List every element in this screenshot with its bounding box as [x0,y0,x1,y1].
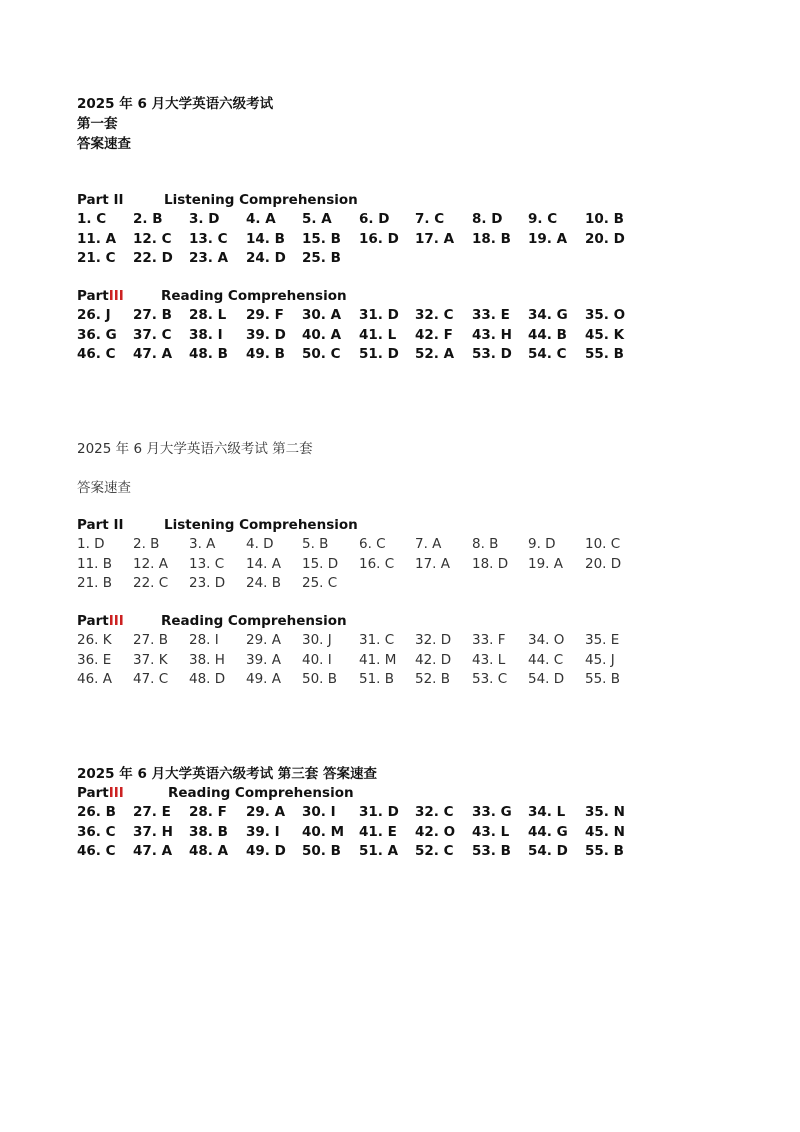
answer-cell: 31. D [359,804,399,820]
answer-cell: 26. J [77,307,111,323]
answer-cell: 45. N [585,823,625,840]
answer-cell: 46. C [77,843,116,859]
answer-cell: 2. B [133,211,163,227]
answer-cell: 40. A [302,326,342,343]
answer-cell: 14. A [246,555,281,572]
answer-cell: 44. G [528,823,568,840]
part-roman: III [108,785,124,801]
set2-listening-heading [77,515,358,535]
answer-cell: 16. C [359,555,395,572]
answer-cell: 34. L [528,804,566,820]
answer-cell: 37. K [133,651,168,668]
answer-cell: 53. B [472,843,511,859]
answer-cell: 27. B [133,307,172,323]
answer-cell: 49. D [246,843,286,859]
answer-cell: 17. A [415,230,455,247]
answer-cell: 46. A [77,671,112,687]
answer-cell: 29. A [246,632,281,648]
answer-cell: 38. H [189,651,225,668]
answer-cell: 15. B [302,230,341,247]
answer-cell: 52. B [415,671,451,687]
answer-cell: 11. B [77,555,113,572]
answer-cell: 33. G [472,804,512,820]
answer-cell: 4. D [246,536,274,552]
answer-cell: 23. D [189,575,226,591]
answer-cell: 45. K [585,326,625,343]
answer-cell: 3. D [189,211,220,227]
answer-cell: 19. A [528,230,568,247]
answer-cell: 32. C [415,804,454,820]
answer-cell: 41. L [359,326,397,343]
answer-cell: 55. B [585,346,624,362]
set2-subtitle: 答案速查 [77,480,131,496]
answer-cell: 1. D [77,536,105,552]
answer-cell: 36. C [77,823,116,840]
answer-cell: 4. A [246,211,276,227]
section-name: Reading Comprehension [161,288,347,304]
answer-cell: 10. C [585,536,621,552]
answer-cell: 19. A [528,555,563,572]
answer-cell: 12. C [133,230,172,247]
answer-cell: 22. D [133,250,173,266]
answer-cell: 24. D [246,250,286,266]
answer-cell: 39. D [246,326,286,343]
answer-cell: 18. D [472,555,509,572]
answer-cell: 6. D [359,211,390,227]
answer-cell: 9. D [528,536,556,552]
answer-cell: 49. B [246,346,285,362]
answer-cell: 53. D [472,346,512,362]
answer-cell: 24. B [246,575,282,591]
answer-cell: 7. A [415,536,442,552]
part-label: Part [77,785,109,801]
set2-reading-heading [77,611,347,631]
part-roman: III [108,288,124,304]
answer-cell: 39. A [246,651,281,668]
part-label: Part [77,288,109,304]
answer-cell: 18. B [472,230,511,247]
answer-cell: 29. A [246,804,286,820]
part-label: Part II [77,192,124,208]
answer-cell: 33. F [472,632,506,648]
answer-cell: 31. D [359,307,399,323]
answer-cell: 54. D [528,843,568,859]
answer-cell: 21. C [77,250,116,266]
answer-cell: 11. A [77,230,117,247]
answer-cell: 34. O [528,632,565,648]
answer-cell: 22. C [133,575,169,591]
answer-cell: 17. A [415,555,450,572]
answer-cell: 49. A [246,671,281,687]
answer-cell: 33. E [472,307,510,323]
answer-cell: 15. D [302,555,339,572]
answer-cell: 30. A [302,307,342,323]
answer-cell: 2. B [133,536,160,552]
set1-listening-heading [77,190,358,210]
answer-cell: 31. C [359,632,395,648]
answer-cell: 35. O [585,307,626,323]
answer-cell: 43. L [472,651,506,668]
answer-cell: 28. L [189,307,227,323]
answer-cell: 42. O [415,823,456,840]
answer-cell: 50. B [302,671,338,687]
answer-cell: 32. D [415,632,452,648]
answer-cell: 50. C [302,346,341,362]
answer-cell: 16. D [359,230,399,247]
answer-cell: 50. B [302,843,341,859]
answer-cell: 37. C [133,326,172,343]
answer-cell: 42. F [415,326,453,343]
answer-cell: 5. B [302,536,329,552]
set2-title: 2025 年 6 月大学英语六级考试 第二套 [77,441,313,457]
answer-cell: 46. C [77,346,116,362]
section-name: Listening Comprehension [164,192,358,208]
answer-cell: 38. B [189,823,228,840]
answer-cell: 23. A [189,250,229,266]
answer-cell: 51. A [359,843,399,859]
answer-cell: 40. M [302,823,345,840]
section-name: Reading Comprehension [161,613,347,629]
answer-cell: 26. K [77,632,112,648]
answer-cell: 32. C [415,307,454,323]
answer-cell: 55. B [585,843,624,859]
part-label: Part II [77,517,124,533]
answer-cell: 3. A [189,536,216,552]
answer-cell: 36. E [77,651,112,668]
answer-cell: 6. C [359,536,386,552]
answer-cell: 51. D [359,346,399,362]
answer-cell: 47. C [133,671,169,687]
section-name: Listening Comprehension [164,517,358,533]
answer-cell: 43. L [472,823,510,840]
answer-cell: 54. D [528,671,565,687]
answer-cell: 37. H [133,823,173,840]
answer-cell: 30. J [302,632,332,648]
set1-subtitle2: 答案速查 [77,136,131,152]
answer-cell: 20. D [585,555,622,572]
answer-cell: 8. D [472,211,503,227]
answer-cell: 21. B [77,575,113,591]
answer-cell: 48. D [189,671,226,687]
answer-cell: 26. B [77,804,116,820]
answer-cell: 48. B [189,346,228,362]
answer-cell: 13. C [189,555,225,572]
answer-cell: 1. C [77,211,107,227]
answer-cell: 10. B [585,211,624,227]
answer-cell: 51. B [359,671,395,687]
answer-cell: 48. A [189,843,229,859]
answer-cell: 44. C [528,651,564,668]
answer-cell: 55. B [585,671,621,687]
answer-cell: 39. I [246,823,280,840]
answer-cell: 42. D [415,651,452,668]
answer-cell: 52. C [415,843,454,859]
answer-cell: 45. J [585,651,615,668]
answer-cell: 35. N [585,804,625,820]
answer-cell: 14. B [246,230,285,247]
set1-title: 2025 年 6 月大学英语六级考试 [77,96,274,112]
set3-title: 2025 年 6 月大学英语六级考试 第三套 答案速查 [77,766,377,782]
answer-cell: 41. E [359,823,397,840]
section-name: Reading Comprehension [168,785,354,801]
answer-cell: 47. A [133,346,173,362]
answer-cell: 13. C [189,230,228,247]
answer-cell: 30. I [302,804,336,820]
answer-cell: 28. F [189,804,227,820]
answer-cell: 25. B [302,250,341,266]
answer-cell: 8. B [472,536,499,552]
answer-cell: 38. I [189,326,223,343]
answer-cell: 41. M [359,651,397,668]
set1-subtitle: 第一套 [77,116,118,132]
answer-cell: 54. C [528,346,567,362]
answer-cell: 36. G [77,326,117,343]
answer-cell: 29. F [246,307,284,323]
answer-cell: 47. A [133,843,173,859]
answer-cell: 53. C [472,671,508,687]
answer-cell: 28. I [189,632,219,648]
part-roman: III [108,613,124,629]
answer-cell: 27. B [133,632,169,648]
answer-cell: 7. C [415,211,445,227]
answer-cell: 43. H [472,326,512,343]
answer-cell: 52. A [415,346,455,362]
answer-cell: 25. C [302,575,338,591]
set3-reading-heading [77,783,354,803]
answer-cell: 34. G [528,307,568,323]
answer-cell: 20. D [585,230,625,247]
answer-cell: 35. E [585,632,620,648]
answer-cell: 5. A [302,211,332,227]
answer-cell: 9. C [528,211,558,227]
answer-cell: 27. E [133,804,171,820]
answer-cell: 12. A [133,555,168,572]
set1-reading-heading [77,286,347,306]
part-label: Part [77,613,109,629]
answer-cell: 44. B [528,326,567,343]
answer-cell: 40. I [302,651,332,668]
